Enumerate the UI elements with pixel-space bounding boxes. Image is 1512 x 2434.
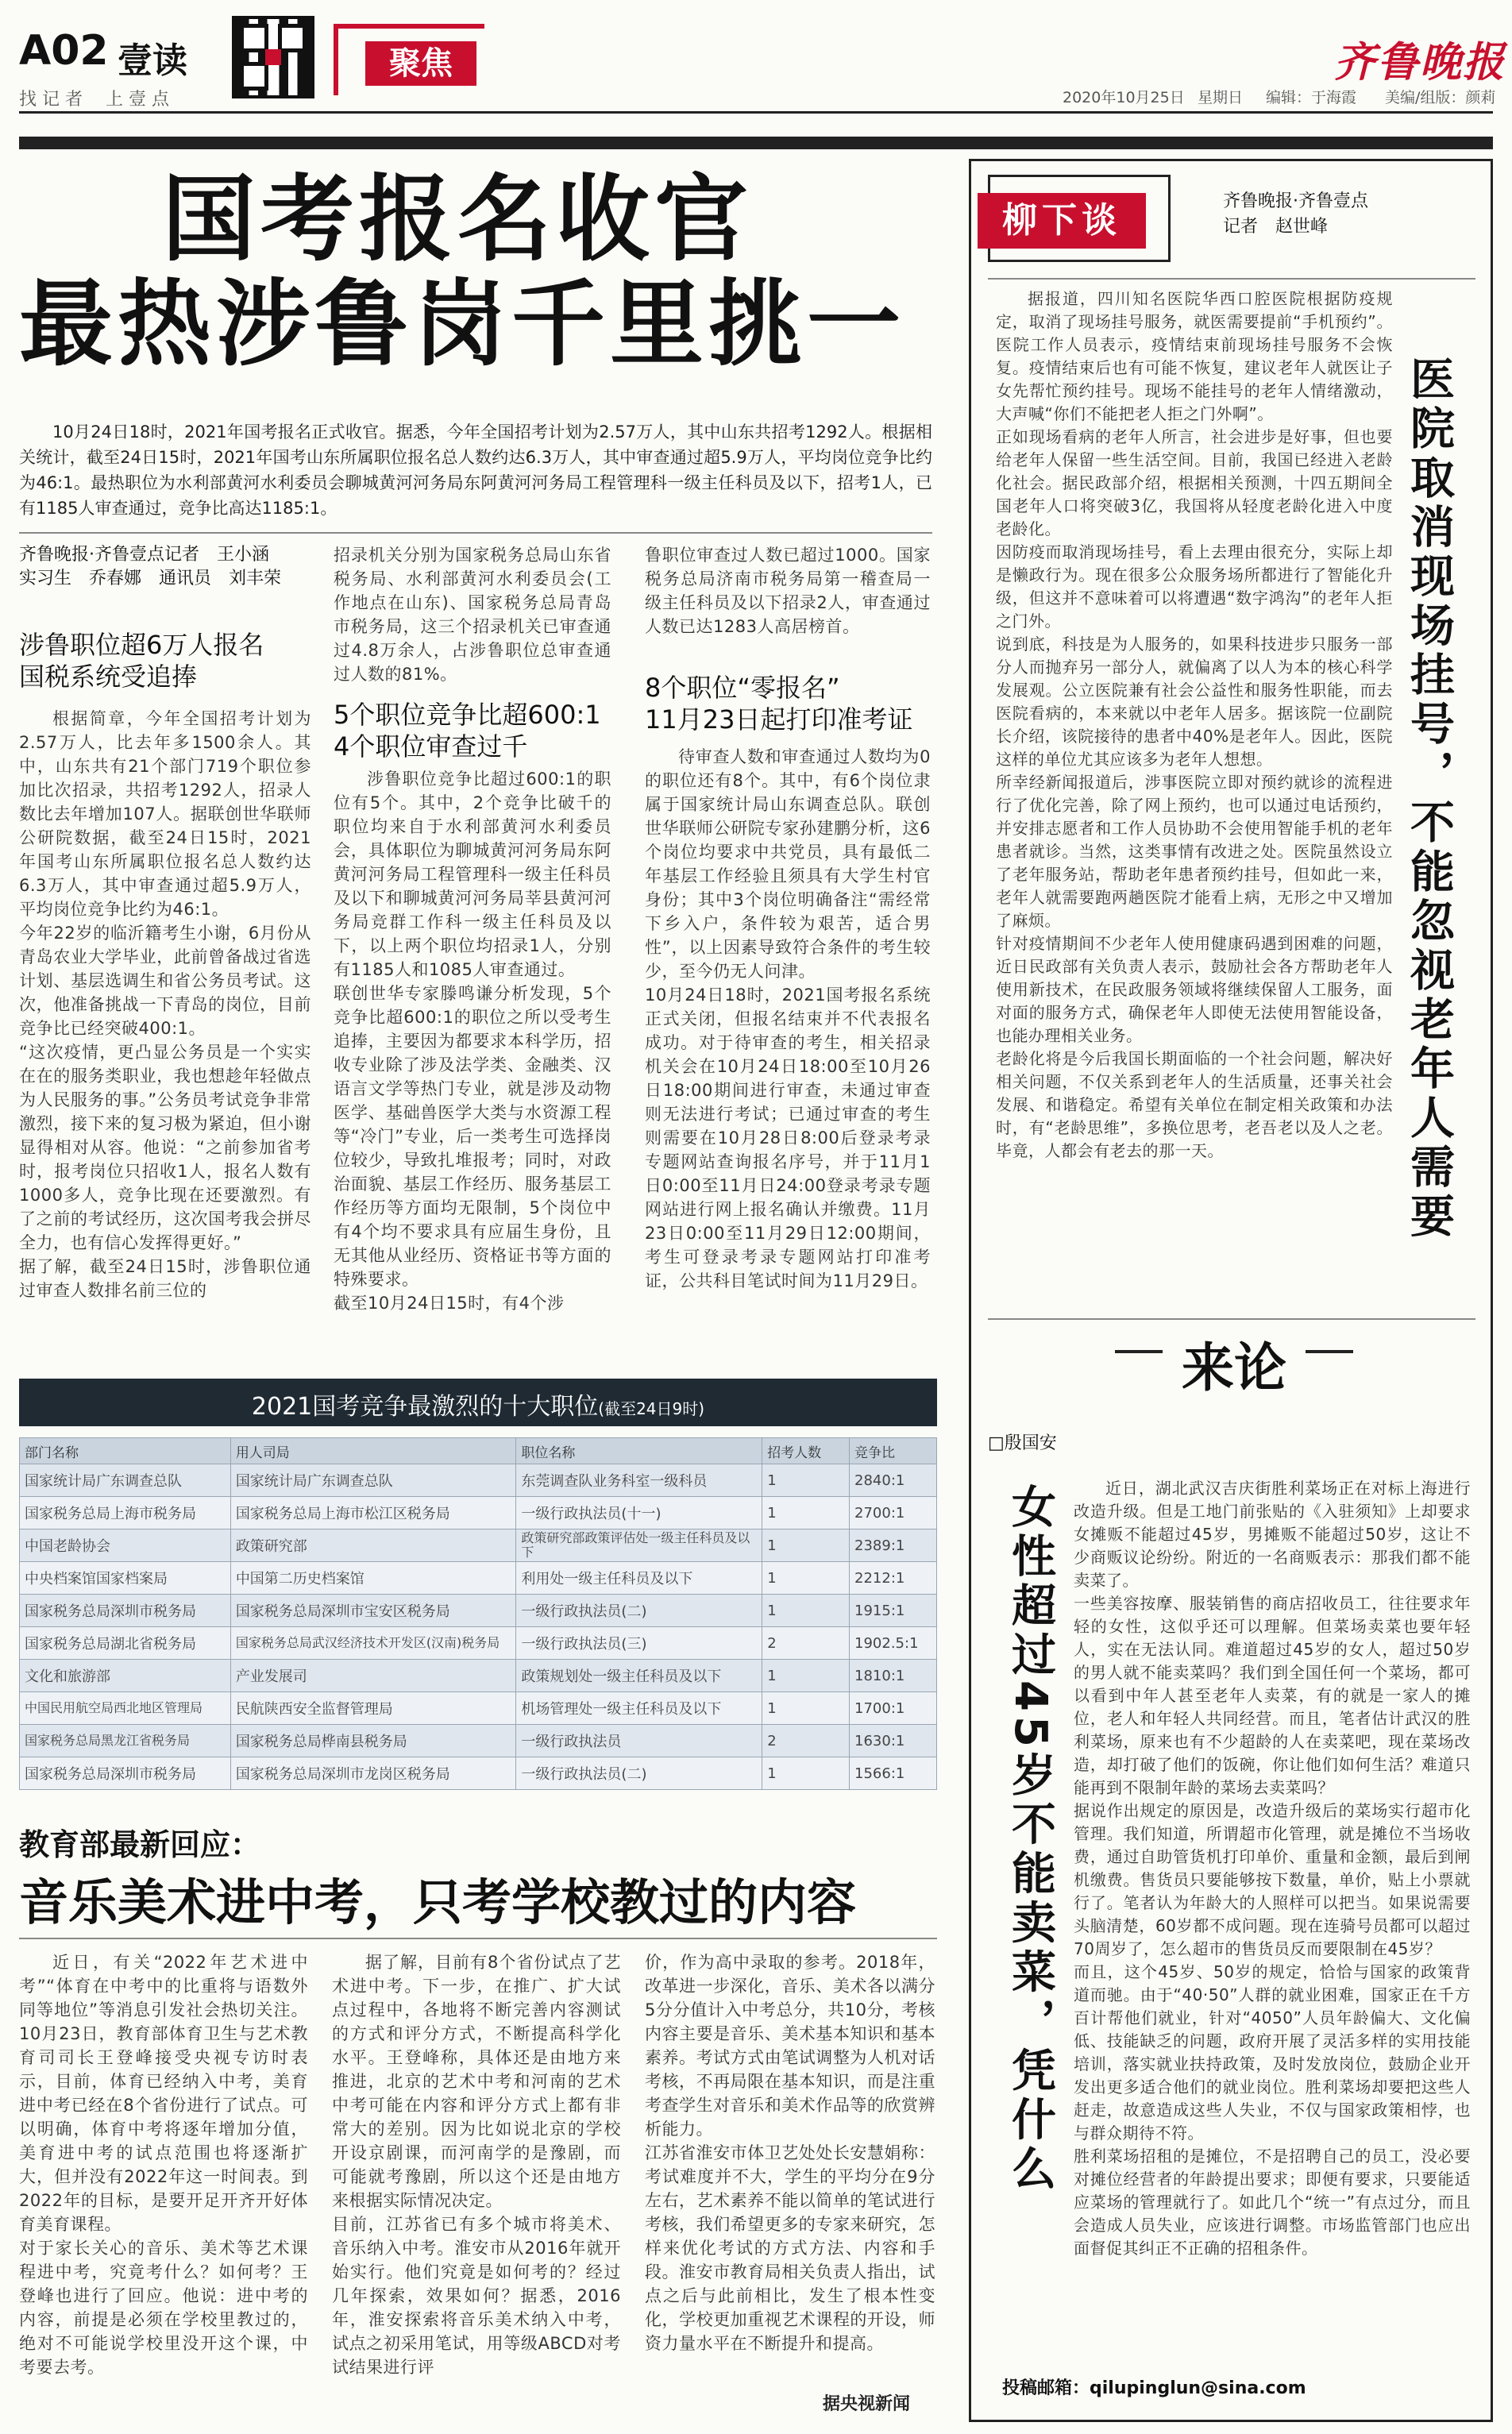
table-cell: 国家统计局广东调查总队	[20, 1464, 231, 1497]
submission-email[interactable]: 投稿邮箱：qilupinglun@sina.com	[1002, 2378, 1306, 2398]
table-cell: 一级行政执法员(二)	[516, 1595, 762, 1627]
edu-source: 据央视新闻	[823, 2394, 911, 2414]
newspaper-logo: 齐鲁晚报	[1334, 38, 1506, 87]
column2-header	[988, 1328, 1475, 1407]
table-cell: 一级行政执法员(三)	[516, 1627, 762, 1660]
byline-line1: 齐鲁晚报·齐鲁壹点记者 王小涵	[19, 545, 269, 565]
table-cell: 东莞调查队业务科室一级科员	[516, 1464, 762, 1497]
editor: 编辑：于海霞	[1266, 89, 1357, 106]
table-cell: 中国第二历史档案馆	[230, 1562, 516, 1595]
table-header-row	[20, 1438, 937, 1464]
table-cell: 政策研究部	[230, 1529, 516, 1562]
column-label: 聚焦	[365, 41, 476, 86]
table-row	[20, 1757, 937, 1790]
table-cell: 一级行政执法员(二)	[516, 1757, 762, 1790]
table-cell: 2	[762, 1627, 850, 1660]
table-row	[20, 1692, 937, 1725]
column1-headline: 医院取消现场挂号，不能忽视老年人需要	[1403, 356, 1455, 1242]
top-bar	[19, 137, 1493, 149]
column-banner	[334, 24, 484, 95]
byline-line2: 实习生 乔春娜 通讯员 刘丰荣	[19, 569, 282, 588]
table-cell: 2212:1	[850, 1562, 937, 1595]
table-header-cell: 用人司局	[230, 1438, 516, 1464]
table-cell: 一级行政执法员(十一)	[516, 1497, 762, 1529]
table-cell: 中国老龄协会	[20, 1529, 231, 1562]
table-cell: 国家税务总局黑龙江省税务局	[20, 1725, 231, 1757]
main-headline	[19, 164, 906, 379]
main-col-3-text-a: 鲁职位审查过人数已超过1000。国家税务总局济南市税务局第一稽查局一级主任科员及以下招录2人，审查通过人数已达1283人高居榜首。	[645, 546, 931, 636]
table-cell: 政策规划处一级主任科员及以下	[516, 1660, 762, 1692]
designer: 美编/组版：颜莉	[1385, 89, 1496, 106]
lead-rule	[19, 532, 932, 534]
subhead-2: 5个职位竞争比超600:1 4个职位审查过千	[334, 700, 601, 762]
table-row	[20, 1497, 937, 1529]
edu-col-2: 据了解，目前有8个省份试点了艺术进中考。下一步，在推广、扩大试点过程中，各地将不断完善内容测试的方式和评分方式，不断提高科学化水平。王登峰称，具体还是由地方来推进，北京的艺术中考和河南的艺术中考可能在内容和评分方式上都有非常大的差别。因为比如说北京的学校开设京剧课，而河南学的是豫剧，而可能就考豫剧，所以这个还是由地方来根据实际情况决定。 目前，江苏省已有多个城市将美术、音乐纳入中考。淮安市从2016年就开始实行。他们究竟是如何考的？经过几年探索，效果如何？据悉，2016年，淮安探索将音乐美术纳入中考，试点之初采用笔试，用等级ABCD对考试结果进行评	[332, 1953, 621, 2377]
table-row	[20, 1725, 937, 1757]
table-row	[20, 1595, 937, 1627]
subhead-3: 8个职位“零报名” 11月23日起打印准考证	[645, 673, 913, 735]
column2-byline: □殷国安	[988, 1433, 1057, 1453]
table-title-note: (截至24日9时)	[598, 1399, 705, 1418]
main-col-2-text-b: 涉鲁职位竞争比超过600:1的职位有5个。其中，2个竞争比破千的职位均来自于水利部黄河水利委员会，具体职位为聊城黄河河务局东阿黄河河务局工程管理科一级主任科员及以下和聊城黄河河务局莘县黄河河务局竞群工作科一级主任科员及以下，以上两个职位均招录1人，分别有1185人和1085人审查通过。 联创世华专家滕鸣谦分析发现，5个竞争比超600:1的职位之所以受考生追捧，主要因为都要求本科学历，招收专业除了涉及法学类、金融类、汉语言文学等热门专业，就是涉及动物医学、基础兽医学大类与水资源工程等“冷门”专业，后一类考生可选择岗位较少，导致扎堆报考；同时，对政治面貌、基层工作经历、服务基层工作经历等方面均无限制，5个岗位中有4个均不要求具有应届生身份，且无其他从业经历、资格证书等方面的特殊要求。 截至10月24日15时，有4个涉	[334, 770, 611, 1313]
table-cell: 中国民用航空局西北地区管理局	[20, 1692, 231, 1725]
table-title-bar	[19, 1379, 937, 1426]
jobs-table	[19, 1437, 937, 1790]
table-header-cell: 招考人数	[762, 1438, 850, 1464]
table-cell: 1700:1	[850, 1692, 937, 1725]
qr-code-icon	[232, 16, 314, 98]
main-headline-line1: 国考报名收官	[162, 164, 754, 274]
table-cell: 2	[762, 1725, 850, 1757]
table-cell: 国家税务总局深圳市税务局	[20, 1757, 231, 1790]
table-cell: 1	[762, 1464, 850, 1497]
main-lead: 10月24日18时，2021年国考报名正式收官。据悉，今年全国招考计划为2.57万人，其中山东共招考1292人。根据相关统计，截至24日15时，2021年国考山东所属职位报名总人数约达6.3万人，其中审查通过超5.9万人，平均岗位竞争比约为46:1。最热职位为水利部黄河水利委员会聊城黄河河务局东阿黄河河务局工程管理科一级主任科员及以下，招考1人，已有1185人审查通过，竞争比高达1185:1。	[19, 422, 932, 518]
table-row	[20, 1627, 937, 1660]
column1-byline-line2: 记者 赵世峰	[1223, 217, 1329, 237]
edu-kicker: 教育部最新回应：	[19, 1827, 261, 1862]
page-code: A02	[19, 27, 109, 75]
weekday: 星期日	[1198, 89, 1244, 106]
edu-headline: 音乐美术进中考，只考学校教过的内容	[19, 1873, 857, 1931]
table-row	[20, 1529, 937, 1562]
table-row	[20, 1464, 937, 1497]
main-col-1-text: 根据简章，今年全国招考计划为2.57万人，比去年多1500余人。其中，山东共有21个部门719个职位参加比次招录，共招考1292人，招录人数比去年增加107人。据联创世华联师公研院数据，截至24日15时，2021年国考山东所属职位报名总人数约达6.3万人，其中审查通过超5.9万人，平均岗位竞争比约为46:1。 今年22岁的临沂籍考生小谢，6月份从青岛农业大学毕业，此前曾备战过省选计划、基层选调生和省公务员考试。这次，他准备挑战一下青岛的岗位，目前竞争比已经突破400:1。 “这次疫情，更凸显公务员是一个实实在在的服务类职业，我也想趁年轻做点为人民服务的事。”公务员考试竞争非常激烈，接下来的复习极为紧迫，但小谢显得相对从容。他说：“之前参加省考时，报考岗位只招收1人，报名人数有1000多人，竞争比现在还要激烈。有了之前的考试经历，这次国考我会拼尽全力，也有信心发挥得更好。” 据了解，截至24日15时，涉鲁职位通过审查人数排名前三位的	[19, 709, 311, 1300]
column1-rule	[988, 278, 1475, 280]
column1-byline-line1: 齐鲁晚报·齐鲁壹点	[1223, 191, 1368, 211]
table-cell: 1566:1	[850, 1757, 937, 1790]
table-cell: 国家统计局广东调查总队	[230, 1464, 516, 1497]
table-title-wrap	[19, 1387, 937, 1421]
table-cell: 中央档案馆国家档案局	[20, 1562, 231, 1595]
table-title: 2021国考竞争最激烈的十大职位	[251, 1393, 599, 1421]
table-cell: 国家税务总局上海市松江区税务局	[230, 1497, 516, 1529]
table-cell: 1	[762, 1692, 850, 1725]
table-row	[20, 1660, 937, 1692]
column1-badge-frame	[988, 175, 1171, 262]
table-cell: 机场管理处一级主任科员及以下	[516, 1692, 762, 1725]
table-cell: 1	[762, 1529, 850, 1562]
column1-badge: 柳下谈	[978, 193, 1146, 249]
table-cell: 一级行政执法员	[516, 1725, 762, 1757]
table-cell: 国家税务总局上海市税务局	[20, 1497, 231, 1529]
main-col-3-text-b: 待审查人数和审查通过人数均为0的职位还有8个。其中，有6个岗位隶属于国家统计局山东调查总队。联创世华联师公研院专家孙建鹏分析，这6个岗位均要求中共党员，具有最低二年基层工作经验且须具有大学生村官身份；其中3个岗位明确备注“需经常下乡入户，条件较为艰苦，适合男性”，以上因素导致符合条件的考生较少，至今仍无人问津。 10月24日18时，2021国考报名系统正式关闭，但报名结束并不代表报名成功。对于待审查的考生，相关招录机关会在10月24日18:00至10月26日18:00期间进行审查，未通过审查则无法进行考试；已通过审查的考生则需要在10月28日8:00后登录考录专题网站查询报名序号，并于11月1日0:00至11月日24:00登录考录专题网站进行网上报名确认并缴费。11月23日0:00至11月29日12:00期间，考生可登录考录专题网站打印准考证，公共科目笔试时间为11月29日。	[645, 747, 931, 1290]
table-row	[20, 1562, 937, 1595]
table-cell: 利用处一级主任科员及以下	[516, 1562, 762, 1595]
table-cell: 1902.5:1	[850, 1627, 937, 1660]
table-cell: 政策研究部政策评估处一级主任科员及以下	[516, 1529, 762, 1562]
table-cell: 国家税务总局湖北省税务局	[20, 1627, 231, 1660]
table-cell: 2840:1	[850, 1464, 937, 1497]
main-col-2-text-a: 招录机关分别为国家税务总局山东省税务局、水利部黄河水利委员会(工作地点在山东)、国家税务总局青岛市税务局，这三个招录机关已审查通过4.8万余人，占涉鲁职位总审查通过人数的81%。	[334, 546, 611, 684]
table-cell: 国家税务总局武汉经济技术开发区(汉南)税务局	[230, 1627, 516, 1660]
table-cell: 1630:1	[850, 1725, 937, 1757]
column2-text: 近日，湖北武汉吉庆街胜利菜场正在对标上海进行改造升级。但是工地门前张贴的《入驻须知》上却要求女摊贩不能超过45岁，男摊贩不能超过50岁，这让不少商贩议论纷纷。附近的一名商贩表示：那我们都不能卖菜了。 一些美容按摩、服装销售的商店招收员工，往往要求年轻的女性，这似乎还可以理解。但菜场卖菜也要年轻人，实在无法认同。难道超过45岁的女人，超过50岁的男人就不能卖菜吗？我们到全国任何一个菜场，都可以看到中年人甚至老年人卖菜，有的就是一家人的摊位，老人和年轻人共同经营。而且，笔者估计武汉的胜利菜场，原来也有不少超龄的人在卖菜吧，现在菜场改造，却打破了他们的饭碗，你让他们如何生活？难道只能再到不限制年龄的菜场去卖菜吗？ 据说作出规定的原因是，改造升级后的菜场实行超市化管理。我们知道，所谓超市化管理，就是摊位不当场收费，通过自助管货机打印单价、重量和金额，最后到闸机缴费。售货员只要能够按下数量，单价，贴上小票就行了。笔者认为年龄大的人照样可以把当。如果说需要头脑清楚，60岁都不成问题。现在连骑号员都可以超过70周岁了，怎么超市的售货员反而要限制在45岁？ 而且，这个45岁、50岁的规定，恰恰与国家的政策背道而驰。由于“40·50”人群的就业困难，国家正在千方百计帮他们就业，针对“4050”人员年龄偏大、文化偏低、技能缺乏的问题，政府开展了灵活多样的实用技能培训，落实就业扶持政策，及时发放岗位，鼓励企业开发出更多适合他们的就业岗位。胜利菜场却要把这些人赶走，故意造成这些人失业，不仅与国家政策相悖，也与群众期待不符。 胜利菜场招租的是摊位，不是招聘自己的员工，没必要对摊位经营者的年龄提出要求；即便有要求，只要能适应菜场的管理就行了。如此几个“统一”有点过分，而且会造成人员失业，应该进行调整。市场监管部门也应出面督促其纠正不正确的招租条件。	[1074, 1479, 1471, 2258]
edu-col-1: 近日，有关“2022年艺术进中考”“体育在中考中的比重将与语数外同等地位”等消息引发社会热切关注。10月23日，教育部体育卫生与艺术教育司司长王登峰接受央视专访时表示，目前，体育已经纳入中考，美育进中考已经在8个省份进行了试点。可以明确，体育中考将逐年增加分值，美育进中考的试点范围也将逐渐扩大，但并没有2022年这一时间表。到2022年的目标，是要开足开齐开好体育美育课程。 对于家长关心的音乐、美术等艺术课程进中考，究竟考什么？如何考？王登峰也进行了回应。他说：进中考的内容，前提是必须在学校里教过的，绝对不可能说学校里没开这个课，中考要去考。	[19, 1953, 308, 2377]
table-cell: 民航陕西安全监督管理局	[230, 1692, 516, 1725]
table-cell: 1	[762, 1595, 850, 1627]
table-cell: 1915:1	[850, 1595, 937, 1627]
table-cell: 1	[762, 1660, 850, 1692]
jobs-table-wrap	[19, 1437, 937, 1790]
column2-label: 来论	[1163, 1328, 1306, 1407]
section-name: 壹读	[118, 41, 187, 81]
table-cell: 文化和旅游部	[20, 1660, 231, 1692]
table-cell: 1	[762, 1757, 850, 1790]
table-cell: 产业发展司	[230, 1660, 516, 1692]
column2-top-rule	[988, 1318, 1475, 1320]
table-cell: 1	[762, 1497, 850, 1529]
column1-byline	[1223, 189, 1368, 240]
table-cell: 国家税务总局深圳市宝安区税务局	[230, 1595, 516, 1627]
table-cell: 1	[762, 1562, 850, 1595]
issue-date: 2020年10月25日	[1063, 89, 1185, 106]
table-header-cell: 部门名称	[20, 1438, 231, 1464]
subhead-1: 涉鲁职位超6万人报名 国税系统受追捧	[19, 630, 264, 692]
table-cell: 1810:1	[850, 1660, 937, 1692]
table-cell: 国家税务总局桦南县税务局	[230, 1725, 516, 1757]
table-header-cell: 职位名称	[516, 1438, 762, 1464]
column1-text: 据报道，四川知名医院华西口腔医院根据防疫规定，取消了现场挂号服务，就医需要提前“手机预约”。医院工作人员表示，疫情结束前现场挂号服务不会恢复。疫情结束后也有可能不恢复，建议老年人就医让子女先帮忙预约挂号。现场不能挂号的老年人情绪激动，大声喊“你们不能把老人拒之门外啊”。 正如现场看病的老年人所言，社会进步是好事，但也要给老年人保留一些生活空间。目前，我国已经进入老龄化社会。据民政部介绍，根据相关预测，十四五期间全国老年人口将突破3亿，我国将从轻度老龄化进入中度老龄化。 因防疫而取消现场挂号，看上去理由很充分，实际上却是懒政行为。现在很多公众服务场所都进行了智能化升级，但这并不意味着可以将遭遇“数字鸿沟”的老年人拒之门外。 说到底，科技是为人服务的，如果科技进步只服务一部分人而抛弃另一部分人，就偏离了以人为本的核心科学发展观。公立医院兼有社会公益性和服务性职能，而去医院看病的，本来就以中老年人居多。据该院一位副院长介绍，该院接待的患者中40%是老年人。因此，医院这样的单位尤其应该多为老年人想想。 所幸经新闻报道后，涉事医院立即对预约就诊的流程进行了优化完善，除了网上预约，也可以通过电话预约，并安排志愿者和工作人员协助不会使用智能手机的老年患者就诊。当然，这类事情有改进之处。医院虽然设立了老年服务站，帮助老年患者预约挂号，但如此一来，老年人就需要跑两趟医院才能看上病，无形之中又增加了麻烦。 针对疫情期间不少老年人使用健康码遇到困难的问题，近日民政部有关负责人表示，鼓励社会各方帮助老年人使用新技术，在民政服务领域将继续保留人工服务，面对面的服务方式，确保老年人即使无法使用智能设备，也能办理相关业务。 老龄化将是今后我国长期面临的一个社会问题，解决好相关问题，不仅关系到老年人的生活质量，还事关社会发展、和谐稳定。希望有关单位在制定相关政策和办法时，有“老龄思维”，多换位思考，老吾老以及人之老。毕竟，人都会有老去的那一天。	[996, 289, 1393, 1160]
main-headline-line2: 最热涉鲁岗千里挑一	[19, 269, 906, 379]
table-cell: 2389:1	[850, 1529, 937, 1562]
main-byline	[19, 543, 281, 591]
edu-col-3: 价，作为高中录取的参考。2018年，改革进一步深化，音乐、美术各以满分5分分值计入中考总分，共10分，考核内容主要是音乐、美术基本知识和基本素养。考试方式由笔试调整为人机对话考核，不再局限在基本知识，而是注重考查学生对音乐和美术作品等的欣赏辨析能力。 江苏省淮安市体卫艺处处长安慧娟称：考试难度并不大，学生的平均分在9分左右，艺术素养不能以简单的笔试进行考核，我们希望更多的专家来研究，怎样来优化考试的方式方法、内容和手段。淮安市教育局相关负责人指出，试点之后与此前相比，发生了根本性变化，学校更加重视艺术课程的开设，师资力量水平在不断提升和提高。	[645, 1953, 935, 2353]
table-header-cell: 竞争比	[850, 1438, 937, 1464]
page-header	[0, 0, 1512, 119]
table-cell: 2700:1	[850, 1497, 937, 1529]
column2-headline: 女性超过45岁不能卖菜，凭什么	[1005, 1483, 1056, 2195]
header-rule	[19, 111, 1493, 114]
table-cell: 国家税务总局深圳市龙岗区税务局	[230, 1757, 516, 1790]
tagline: 找 记 者 上 壹 点	[19, 90, 169, 110]
edu-rule	[19, 1938, 937, 1939]
table-cell: 国家税务总局深圳市税务局	[20, 1595, 231, 1627]
